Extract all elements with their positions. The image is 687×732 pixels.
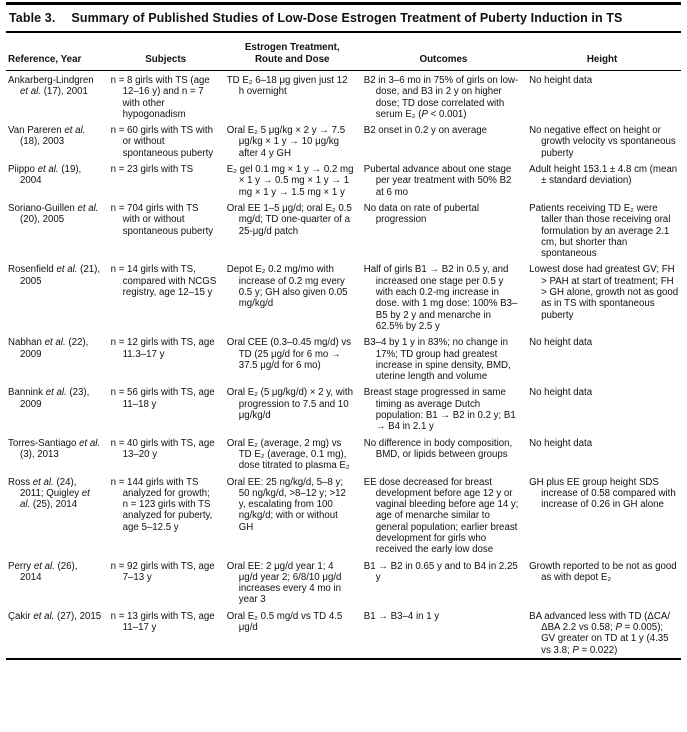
column-header-height: Height [529, 33, 681, 71]
table-number: Table 3. [9, 11, 56, 25]
cell-reference: Çakir et al. (27), 2015 [8, 610, 102, 622]
table-row [6, 162, 681, 201]
cell-outcomes: Breast stage progressed in same timing as average Dutch population: B1 → B2 in 0.2 y; B1 → B4 in 2.1 y [363, 387, 516, 433]
cell-treatment: TD E₂ 6–18 μg given just 12 h overnight [226, 75, 348, 98]
cell-treatment: Oral E₂ 5 μg/kg × 2 y → 7.5 μg/kg × 1 y → 10 μg/kg after 4 y GH [226, 125, 346, 159]
studies-table [6, 33, 681, 658]
cell-height: BA advanced less with TD (ΔCA/ΔBA 2.2 vs 0.58; P = 0.005); GV greater on TD at 1 y (4.35 vs 3.8; P = 0.022) [529, 610, 671, 656]
column-header-outcomes: Outcomes [364, 33, 529, 71]
cell-outcomes: B3–4 by 1 y in 83%; no change in 17%; TD group had greatest increase in spine density, BMD, uterine length and volume [363, 337, 511, 383]
cell-treatment: Oral CEE (0.3–0.45 mg/d) vs TD (25 μg/d for 6 mo → 37.5 μg/d for 6 mo) [226, 337, 352, 371]
table-caption: Summary of Published Studies of Low-Dose Estrogen Treatment of Puberty Induction in TS [71, 11, 623, 25]
table-row [6, 335, 681, 385]
cell-outcomes: No data on rate of pubertal progression [363, 202, 479, 226]
cell-treatment: Depot E₂ 0.2 mg/mo with increase of 0.2 mg every 0.5 y; GH also given 0.05 mg/kg/d [226, 264, 348, 310]
cell-height: No height data [529, 75, 593, 86]
cell-subjects: n = 60 girls with TS with or without spontaneous puberty [110, 125, 214, 159]
cell-reference: Nabhan et al. (22), 2009 [8, 337, 89, 360]
cell-height: No height data [529, 437, 593, 449]
cell-height: No negative effect on height or growth velocity vs spontaneous puberty [529, 125, 676, 159]
cell-outcomes: Half of girls B1 → B2 in 0.5 y, and increased one stage per 0.5 y with each 0.2-mg increase in dose. with 1 mg dose: 100% B3–B5 by 2 y and menarche in 62.5% by 2.5 y [363, 264, 518, 332]
cell-reference: Bannink et al. (23), 2009 [8, 387, 90, 410]
cell-height: Lowest dose had greatest GV; FH > PAH at start of treatment; FH > GH alone, growth not as good as in TS with spontaneous puberty [529, 264, 679, 321]
cell-height: Adult height 153.1 ± 4.8 cm (mean ± standard deviation) [529, 164, 678, 187]
cell-treatment: Oral E₂ (average, 2 mg) vs TD E₂ (average, 0.1 mg), dose titrated to plasma E₂ [226, 437, 350, 472]
cell-outcomes: Pubertal advance about one stage per year treatment with 50% B2 at 6 mo [363, 164, 512, 198]
table-row [6, 435, 681, 474]
cell-treatment: Oral EE 1–5 μg/d; oral E₂ 0.5 mg/d; TD one-quarter of a 25-μg/d patch [226, 202, 352, 237]
cell-height: No height data [529, 387, 593, 399]
table-row [6, 262, 681, 335]
cell-subjects: n = 92 girls with TS, age 7–13 y [110, 560, 215, 583]
cell-height: Patients receiving TD E₂ were taller than those receiving oral formulation by an average 2.1 cm, but shorter than spontaneous [529, 202, 671, 260]
table-row [6, 385, 681, 435]
cell-subjects: n = 144 girls with TS analyzed for growth; n = 123 girls with TS analyzed for puberty, age 5–12.5 y [110, 476, 213, 533]
cell-outcomes: No difference in body composition, BMD, or lipids between groups [363, 437, 513, 460]
table-bottom-rule [6, 658, 681, 660]
cell-subjects: n = 14 girls with TS, compared with NCGS registry, age 12–15 y [110, 264, 217, 299]
cell-height: GH plus EE group height SDS increase of 0.58 compared with increase of 0.26 in GH alone [529, 476, 676, 511]
cell-subjects: n = 8 girls with TS (age 12–16 y) and n = 7 with other hypogonadism [110, 75, 210, 120]
cell-subjects: n = 40 girls with TS, age 13–20 y [110, 437, 215, 460]
table-body [6, 71, 681, 659]
table-row [6, 474, 681, 558]
cell-reference: Piippo et al. (19), 2004 [8, 164, 82, 187]
cell-outcomes: B1 → B3–4 in 1 y [363, 610, 440, 622]
cell-height: No height data [529, 337, 593, 349]
table-title [6, 2, 681, 33]
cell-subjects: n = 13 girls with TS, age 11–17 y [110, 610, 215, 634]
cell-treatment: Oral EE: 2 μg/d year 1; 4 μg/d year 2; 6/8/10 μg/d increases every 4 mo in year 3 [226, 560, 342, 606]
header-row [6, 33, 681, 71]
cell-treatment: Oral E₂ (5 μg/kg/d) × 2 y, with progression to 7.5 and 10 μg/kg/d [226, 387, 353, 422]
cell-outcomes: B2 onset in 0.2 y on average [363, 125, 488, 137]
cell-reference: Van Pareren et al. (18), 2003 [8, 125, 86, 148]
table-row [6, 558, 681, 608]
cell-outcomes: B2 in 3–6 mo in 75% of girls on low-dose, and B3 in 2 y on higher dose; TD dose correlated with serum E₂ (P < 0.001) [363, 75, 519, 120]
table-row [6, 71, 681, 123]
cell-outcomes: B1 → B2 in 0.65 y and to B4 in 2.25 y [363, 560, 518, 583]
table-row [6, 608, 681, 658]
table-row [6, 123, 681, 162]
cell-subjects: n = 23 girls with TS [110, 164, 194, 176]
column-header-subjects: Subjects [111, 33, 227, 71]
cell-height: Growth reported to be not as good as with depot E₂ [529, 560, 677, 583]
cell-reference: Ross et al. (24), 2011; Quigley et al. (25), 2014 [8, 476, 90, 511]
cell-treatment: Oral E₂ 0.5 mg/d vs TD 4.5 μg/d [226, 610, 343, 634]
cell-subjects: n = 56 girls with TS, age 11–18 y [110, 387, 215, 410]
cell-treatment: E₂ gel 0.1 mg × 1 y → 0.2 mg × 1 y → 0.5 mg × 1 y → 1 mg × 1 y → 1.5 mg × 1 y [226, 164, 354, 198]
column-header-treatment: Estrogen Treatment, Route and Dose [227, 33, 364, 71]
cell-reference: Soriano-Guillen et al. (20), 2005 [8, 202, 99, 226]
cell-subjects: n = 704 girls with TS with or without spontaneous puberty [110, 202, 214, 237]
table-row [6, 200, 681, 261]
cell-reference: Ankarberg-Lindgren et al. (17), 2001 [8, 75, 94, 98]
column-header-reference: Reference, Year [6, 33, 111, 71]
cell-reference: Rosenfield et al. (21), 2005 [8, 264, 101, 287]
cell-reference: Perry et al. (26), 2014 [8, 560, 78, 583]
cell-treatment: Oral EE: 25 ng/kg/d, 5–8 y; 50 ng/kg/d, >8–12 y; >12 y, escalating from 100 ng/kg/d; with or without GH [226, 476, 346, 533]
cell-outcomes: EE dose decreased for breast development before age 12 y or vaginal bleeding before age 14 y; age of menarche similar to general population; earlier breast development for girls who received the early low dose [363, 476, 519, 556]
cell-subjects: n = 12 girls with TS, age 11.3–17 y [110, 337, 215, 360]
cell-reference: Torres-Santiago et al. (3), 2013 [8, 437, 101, 460]
